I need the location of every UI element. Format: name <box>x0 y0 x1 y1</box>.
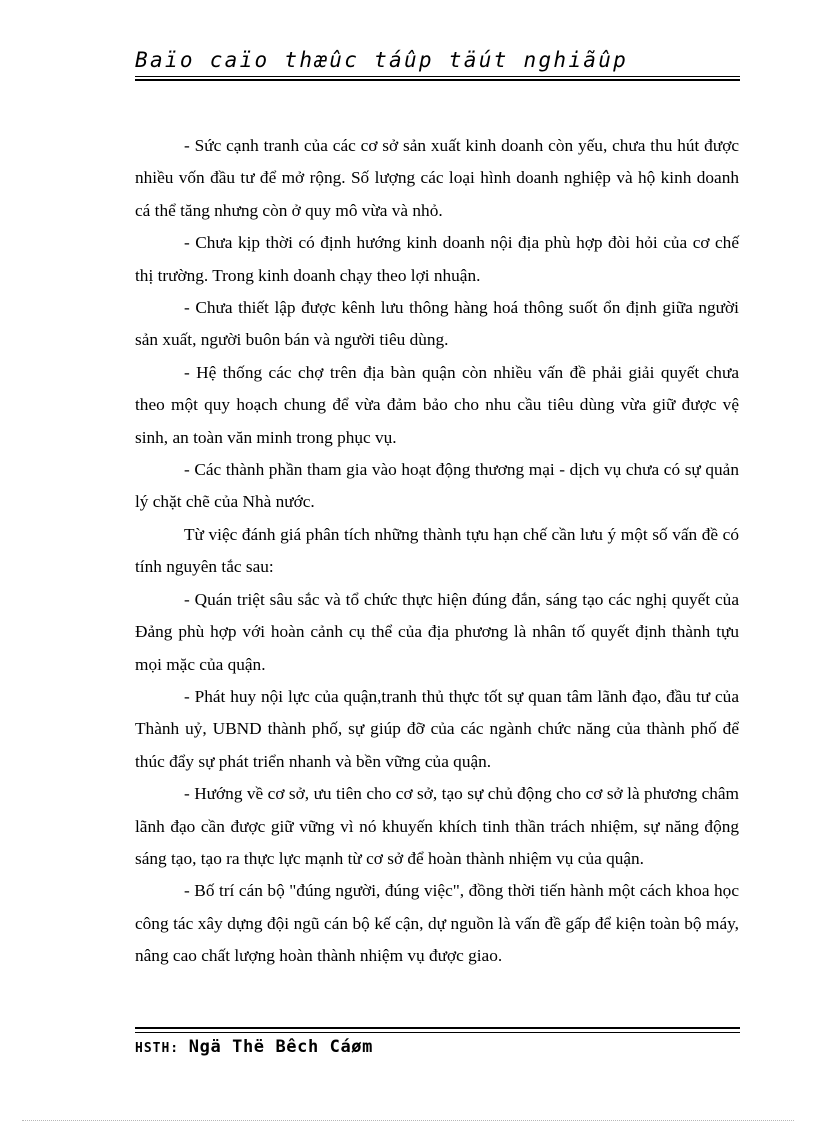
footer-author-name: Ngä Thë Bêch Cáøm <box>188 1037 373 1057</box>
footer-label: HSTH: <box>135 1041 180 1056</box>
paragraph: - Chưa kịp thời có định hướng kinh doanh nội địa phù hợp đòi hỏi của cơ chế thị trường. Trong kinh doanh chạy theo lợi nhuận. <box>135 233 739 285</box>
paragraph: - Chưa thiết lập được kênh lưu thông hàng hoá thông suốt ổn định giữa người sản xuất, người buôn bán và người tiêu dùng. <box>135 298 739 350</box>
paragraph: - Bố trí cán bộ "đúng người, đúng việc", đồng thời tiến hành một cách khoa học công tác xây dựng đội ngũ cán bộ kế cận, dự nguồn là vấn đề gấp để kiện toàn bộ máy, nâng cao chất lượng hoàn thành nhiệm vụ được giao. <box>135 881 739 966</box>
paragraph: Từ việc đánh giá phân tích những thành tựu hạn chế cần lưu ý một số vấn đề có tính nguyên tắc sau: <box>135 524 739 577</box>
paragraph: - Hướng về cơ sở, ưu tiên cho cơ sở, tạo sự chủ động cho cơ sở là phương châm lãnh đạo cần được giữ vững vì nó khuyến khích tinh thần trách nhiệm, sự năng động sáng tạo, tạo ra thực lực mạnh từ cơ sở để hoàn thành nhiệm vụ của quận. <box>135 784 739 868</box>
paragraph: - Quán triệt sâu sắc và tổ chức thực hiện đúng đắn, sáng tạo các nghị quyết của Đảng phù hợp với hoàn cảnh cụ thể của địa phương là nhân tố quyết định thành tựu mọi mặc của quận. <box>135 589 739 674</box>
footer-rule-thick <box>135 1027 740 1029</box>
footer-rule-thin <box>135 1032 740 1033</box>
running-header-title: Baïo caïo thæûc táûp täút nghiãûp <box>135 48 629 72</box>
paragraph: - Các thành phần tham gia vào hoạt động thương mại - dịch vụ chưa có sự quản lý chặt chẽ của Nhà nước. <box>135 460 739 512</box>
paragraph: - Hệ thống các chợ trên địa bàn quận còn nhiều vấn đề phải giải quyết chưa theo một quy hoạch chung để vừa đảm bảo cho nhu cầu tiêu dùng vừa giữ được vệ sinh, an toàn văn minh trong phục vụ. <box>135 362 739 447</box>
header-rule-thick <box>135 79 740 81</box>
page-bottom-dotted-border <box>22 1120 794 1121</box>
paragraph: - Phát huy nội lực của quận,tranh thủ thực tốt sự quan tâm lãnh đạo, đầu tư của Thành uỷ, UBND thành phố, sự giúp đỡ của các ngành chức năng của thành phố để thúc đẩy sự phát triển nhanh và bền vững của quận. <box>135 686 739 771</box>
body-text <box>135 130 739 973</box>
header-rule-thin <box>135 76 740 77</box>
running-footer <box>135 1037 373 1057</box>
paragraph: - Sức cạnh tranh của các cơ sở sản xuất kinh doanh còn yếu, chưa thu hút được nhiều vốn đầu tư để mở rộng. Số lượng các loại hình doanh nghiệp và hộ kinh doanh cá thể tăng nhưng còn ở quy mô vừa và nhỏ. <box>135 136 739 220</box>
